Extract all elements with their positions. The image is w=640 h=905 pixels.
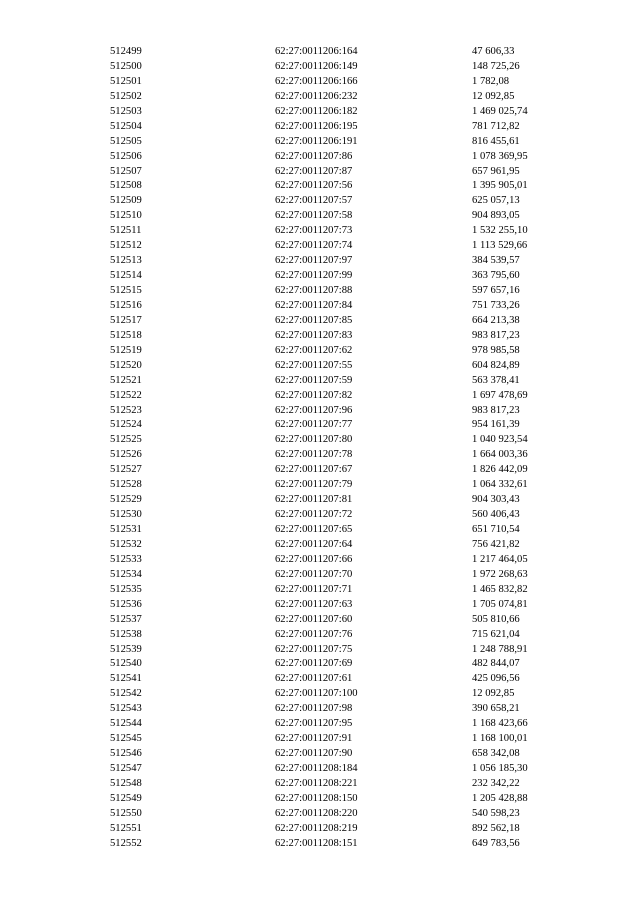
cadastral-value-cell: 664 213,38 bbox=[472, 314, 520, 326]
table-row bbox=[110, 702, 592, 717]
cadastral-value-cell: 1 113 529,66 bbox=[472, 240, 528, 252]
row-number-cell: 512523 bbox=[110, 404, 142, 416]
row-number-cell: 512543 bbox=[110, 703, 142, 715]
cadastral-number-cell: 62:27:0011207:88 bbox=[275, 285, 353, 296]
cadastral-value-cell: 751 733,26 bbox=[472, 299, 520, 311]
table-row bbox=[110, 135, 592, 150]
table-row bbox=[110, 762, 592, 777]
row-number-cell: 512507 bbox=[110, 165, 142, 177]
cadastral-value-cell: 1 664 003,36 bbox=[472, 449, 528, 461]
cadastral-value-cell: 715 621,04 bbox=[472, 628, 520, 640]
cadastral-number-cell: 62:27:0011207:74 bbox=[275, 240, 353, 252]
cadastral-value-cell: 1 395 905,01 bbox=[472, 180, 528, 192]
row-number-cell: 512501 bbox=[110, 75, 142, 87]
cadastral-number-cell: 62:27:0011207:78 bbox=[275, 449, 353, 461]
row-number-cell: 512524 bbox=[110, 419, 142, 431]
cadastral-number-cell: 62:27:0011207:65 bbox=[275, 524, 353, 535]
cadastral-number-cell: 62:27:0011207:55 bbox=[275, 359, 353, 371]
row-number-cell: 512527 bbox=[110, 464, 142, 476]
cadastral-value-cell: 816 455,61 bbox=[472, 135, 520, 147]
cadastral-value-cell: 12 092,85 bbox=[472, 90, 515, 102]
table-row bbox=[110, 672, 592, 687]
cadastral-number-cell: 62:27:0011207:79 bbox=[275, 479, 353, 491]
row-number-cell: 512539 bbox=[110, 643, 142, 655]
row-number-cell: 512512 bbox=[110, 240, 142, 252]
table-row bbox=[110, 448, 592, 463]
table-row bbox=[110, 284, 592, 299]
cadastral-number-cell: 62:27:0011207:66 bbox=[275, 553, 353, 565]
cadastral-number-cell: 62:27:0011206:166 bbox=[275, 75, 358, 87]
row-number-cell: 512537 bbox=[110, 613, 142, 625]
cadastral-value-cell: 904 303,43 bbox=[472, 494, 520, 506]
cadastral-number-cell: 62:27:0011206:195 bbox=[275, 120, 358, 132]
cadastral-value-cell: 12 092,85 bbox=[472, 688, 515, 700]
cadastral-value-cell: 651 710,54 bbox=[472, 524, 520, 535]
table-row bbox=[110, 105, 592, 120]
table-row bbox=[110, 732, 592, 747]
row-number-cell: 512505 bbox=[110, 135, 142, 147]
table-row bbox=[110, 60, 592, 75]
cadastral-number-cell: 62:27:0011207:97 bbox=[275, 255, 353, 267]
table-row bbox=[110, 165, 592, 180]
cadastral-value-cell: 482 844,07 bbox=[472, 658, 520, 670]
cadastral-number-cell: 62:27:0011206:232 bbox=[275, 90, 358, 102]
cadastral-number-cell: 62:27:0011207:82 bbox=[275, 389, 353, 401]
row-number-cell: 512511 bbox=[110, 225, 142, 237]
cadastral-value-cell: 1 168 423,66 bbox=[472, 718, 528, 730]
cadastral-value-cell: 1 782,08 bbox=[472, 75, 510, 87]
cadastral-value-cell: 1 217 464,05 bbox=[472, 553, 528, 565]
cadastral-number-cell: 62:27:0011206:164 bbox=[275, 46, 358, 57]
row-number-cell: 512544 bbox=[110, 718, 142, 730]
cadastral-number-cell: 62:27:0011207:63 bbox=[275, 598, 353, 610]
table-row bbox=[110, 583, 592, 598]
cadastral-value-cell: 232 342,22 bbox=[472, 777, 520, 789]
table-row bbox=[110, 807, 592, 822]
cadastral-value-cell: 954 161,39 bbox=[472, 419, 520, 431]
row-number-cell: 512545 bbox=[110, 733, 142, 745]
table-row bbox=[110, 404, 592, 419]
cadastral-number-cell: 62:27:0011208:150 bbox=[275, 792, 358, 804]
row-number-cell: 512518 bbox=[110, 329, 142, 341]
cadastral-value-cell: 363 795,60 bbox=[472, 270, 520, 282]
table-row bbox=[110, 374, 592, 389]
cadastral-number-cell: 62:27:0011207:72 bbox=[275, 509, 353, 521]
row-number-cell: 512519 bbox=[110, 344, 142, 356]
cadastral-number-cell: 62:27:0011207:77 bbox=[275, 419, 353, 431]
row-number-cell: 512542 bbox=[110, 688, 142, 700]
cadastral-number-cell: 62:27:0011207:98 bbox=[275, 703, 353, 715]
cadastral-value-cell: 505 810,66 bbox=[472, 613, 520, 625]
row-number-cell: 512536 bbox=[110, 598, 142, 610]
cadastral-number-cell: 62:27:0011206:182 bbox=[275, 105, 358, 117]
table-row bbox=[110, 254, 592, 269]
table-row bbox=[110, 687, 592, 702]
table-row bbox=[110, 179, 592, 194]
row-number-cell: 512530 bbox=[110, 509, 142, 521]
table-row bbox=[110, 314, 592, 329]
cadastral-number-cell: 62:27:0011207:57 bbox=[275, 195, 353, 207]
cadastral-value-cell: 1 465 832,82 bbox=[472, 583, 528, 595]
cadastral-value-cell: 756 421,82 bbox=[472, 538, 520, 550]
row-number-cell: 512538 bbox=[110, 628, 142, 640]
cadastral-number-cell: 62:27:0011208:151 bbox=[275, 837, 358, 849]
table-row bbox=[110, 75, 592, 90]
table-row bbox=[110, 792, 592, 807]
table-row bbox=[110, 568, 592, 583]
table-row bbox=[110, 150, 592, 165]
table-row bbox=[110, 344, 592, 359]
row-number-cell: 512499 bbox=[110, 46, 142, 57]
cadastral-number-cell: 62:27:0011208:221 bbox=[275, 777, 358, 789]
row-number-cell: 512522 bbox=[110, 389, 142, 401]
row-number-cell: 512506 bbox=[110, 150, 142, 162]
table-row bbox=[110, 209, 592, 224]
cadastral-value-cell: 563 378,41 bbox=[472, 374, 520, 386]
cadastral-value-cell: 978 985,58 bbox=[472, 344, 520, 356]
cadastral-value-cell: 625 057,13 bbox=[472, 195, 520, 207]
cadastral-value-table bbox=[110, 45, 592, 852]
table-row bbox=[110, 478, 592, 493]
row-number-cell: 512540 bbox=[110, 658, 142, 670]
cadastral-number-cell: 62:27:0011208:184 bbox=[275, 763, 358, 774]
table-row bbox=[110, 389, 592, 404]
cadastral-value-cell: 781 712,82 bbox=[472, 120, 520, 132]
cadastral-value-cell: 892 562,18 bbox=[472, 822, 520, 834]
cadastral-number-cell: 62:27:0011207:61 bbox=[275, 673, 353, 685]
cadastral-number-cell: 62:27:0011207:90 bbox=[275, 748, 353, 760]
row-number-cell: 512552 bbox=[110, 837, 142, 849]
cadastral-number-cell: 62:27:0011207:91 bbox=[275, 733, 353, 745]
table-row bbox=[110, 90, 592, 105]
cadastral-value-cell: 1 205 428,88 bbox=[472, 792, 528, 804]
cadastral-number-cell: 62:27:0011207:67 bbox=[275, 464, 353, 476]
table-row bbox=[110, 747, 592, 762]
table-row bbox=[110, 508, 592, 523]
cadastral-number-cell: 62:27:0011207:83 bbox=[275, 329, 353, 341]
table-row bbox=[110, 523, 592, 538]
cadastral-value-cell: 1 826 442,09 bbox=[472, 464, 528, 476]
cadastral-number-cell: 62:27:0011208:220 bbox=[275, 807, 358, 819]
cadastral-number-cell: 62:27:0011207:85 bbox=[275, 314, 353, 326]
cadastral-number-cell: 62:27:0011207:69 bbox=[275, 658, 353, 670]
cadastral-value-cell: 1 056 185,30 bbox=[472, 763, 528, 774]
table-body bbox=[110, 45, 592, 852]
cadastral-number-cell: 62:27:0011207:76 bbox=[275, 628, 353, 640]
table-row bbox=[110, 45, 592, 60]
row-number-cell: 512550 bbox=[110, 807, 142, 819]
row-number-cell: 512509 bbox=[110, 195, 142, 207]
cadastral-number-cell: 62:27:0011207:71 bbox=[275, 583, 353, 595]
cadastral-value-cell: 1 168 100,01 bbox=[472, 733, 528, 745]
cadastral-number-cell: 62:27:0011206:149 bbox=[275, 60, 358, 72]
row-number-cell: 512500 bbox=[110, 60, 142, 72]
cadastral-value-cell: 47 606,33 bbox=[472, 46, 515, 57]
cadastral-value-cell: 657 961,95 bbox=[472, 165, 520, 177]
cadastral-number-cell: 62:27:0011207:100 bbox=[275, 688, 358, 700]
cadastral-number-cell: 62:27:0011207:59 bbox=[275, 374, 353, 386]
table-row bbox=[110, 628, 592, 643]
row-number-cell: 512520 bbox=[110, 359, 142, 371]
cadastral-number-cell: 62:27:0011207:56 bbox=[275, 180, 353, 192]
row-number-cell: 512510 bbox=[110, 210, 142, 222]
row-number-cell: 512541 bbox=[110, 673, 142, 685]
cadastral-number-cell: 62:27:0011207:95 bbox=[275, 718, 353, 730]
table-row bbox=[110, 717, 592, 732]
row-number-cell: 512502 bbox=[110, 90, 142, 102]
table-row bbox=[110, 822, 592, 837]
table-row bbox=[110, 837, 592, 852]
table-row bbox=[110, 613, 592, 628]
cadastral-value-cell: 1 705 074,81 bbox=[472, 598, 528, 610]
cadastral-number-cell: 62:27:0011207:80 bbox=[275, 434, 353, 446]
cadastral-number-cell: 62:27:0011207:87 bbox=[275, 165, 353, 177]
row-number-cell: 512534 bbox=[110, 568, 142, 580]
cadastral-number-cell: 62:27:0011207:62 bbox=[275, 344, 353, 356]
table-row bbox=[110, 463, 592, 478]
row-number-cell: 512528 bbox=[110, 479, 142, 491]
cadastral-number-cell: 62:27:0011206:191 bbox=[275, 135, 358, 147]
cadastral-number-cell: 62:27:0011207:73 bbox=[275, 225, 353, 237]
cadastral-value-cell: 540 598,23 bbox=[472, 807, 520, 819]
cadastral-value-cell: 1 064 332,61 bbox=[472, 479, 528, 491]
cadastral-number-cell: 62:27:0011207:96 bbox=[275, 404, 353, 416]
table-row bbox=[110, 777, 592, 792]
row-number-cell: 512532 bbox=[110, 538, 142, 550]
table-row bbox=[110, 418, 592, 433]
row-number-cell: 512503 bbox=[110, 105, 142, 117]
table-row bbox=[110, 224, 592, 239]
cadastral-number-cell: 62:27:0011207:81 bbox=[275, 494, 353, 506]
cadastral-value-cell: 384 539,57 bbox=[472, 255, 520, 267]
row-number-cell: 512535 bbox=[110, 583, 142, 595]
row-number-cell: 512547 bbox=[110, 763, 142, 774]
table-row bbox=[110, 299, 592, 314]
cadastral-value-cell: 148 725,26 bbox=[472, 60, 520, 72]
table-row bbox=[110, 538, 592, 553]
cadastral-value-cell: 658 342,08 bbox=[472, 748, 520, 760]
row-number-cell: 512508 bbox=[110, 180, 142, 192]
row-number-cell: 512533 bbox=[110, 553, 142, 565]
cadastral-number-cell: 62:27:0011207:70 bbox=[275, 568, 353, 580]
table-row bbox=[110, 269, 592, 284]
cadastral-value-cell: 560 406,43 bbox=[472, 509, 520, 521]
cadastral-value-cell: 1 248 788,91 bbox=[472, 643, 528, 655]
cadastral-number-cell: 62:27:0011207:60 bbox=[275, 613, 353, 625]
row-number-cell: 512525 bbox=[110, 434, 142, 446]
cadastral-number-cell: 62:27:0011208:219 bbox=[275, 822, 358, 834]
row-number-cell: 512546 bbox=[110, 748, 142, 760]
table-row bbox=[110, 433, 592, 448]
row-number-cell: 512513 bbox=[110, 255, 142, 267]
cadastral-value-cell: 904 893,05 bbox=[472, 210, 520, 222]
cadastral-number-cell: 62:27:0011207:84 bbox=[275, 299, 353, 311]
row-number-cell: 512521 bbox=[110, 374, 142, 386]
row-number-cell: 512515 bbox=[110, 285, 142, 296]
table-row bbox=[110, 329, 592, 344]
row-number-cell: 512516 bbox=[110, 299, 142, 311]
row-number-cell: 512514 bbox=[110, 270, 142, 282]
row-number-cell: 512529 bbox=[110, 494, 142, 506]
cadastral-value-cell: 1 469 025,74 bbox=[472, 105, 528, 117]
cadastral-value-cell: 1 972 268,63 bbox=[472, 568, 528, 580]
cadastral-value-cell: 604 824,89 bbox=[472, 359, 520, 371]
row-number-cell: 512548 bbox=[110, 777, 142, 789]
row-number-cell: 512549 bbox=[110, 792, 142, 804]
table-row bbox=[110, 643, 592, 658]
table-row bbox=[110, 359, 592, 374]
cadastral-value-cell: 983 817,23 bbox=[472, 329, 520, 341]
row-number-cell: 512504 bbox=[110, 120, 142, 132]
cadastral-value-cell: 649 783,56 bbox=[472, 837, 520, 849]
cadastral-number-cell: 62:27:0011207:99 bbox=[275, 270, 353, 282]
cadastral-value-cell: 597 657,16 bbox=[472, 285, 520, 296]
cadastral-value-cell: 390 658,21 bbox=[472, 703, 520, 715]
cadastral-value-cell: 1 040 923,54 bbox=[472, 434, 528, 446]
table-row bbox=[110, 493, 592, 508]
cadastral-number-cell: 62:27:0011207:58 bbox=[275, 210, 353, 222]
table-row bbox=[110, 194, 592, 209]
cadastral-value-cell: 1 697 478,69 bbox=[472, 389, 528, 401]
cadastral-number-cell: 62:27:0011207:75 bbox=[275, 643, 353, 655]
table-row bbox=[110, 239, 592, 254]
cadastral-value-cell: 425 096,56 bbox=[472, 673, 520, 685]
cadastral-number-cell: 62:27:0011207:86 bbox=[275, 150, 353, 162]
row-number-cell: 512551 bbox=[110, 822, 142, 834]
cadastral-value-cell: 1 078 369,95 bbox=[472, 150, 528, 162]
table-row bbox=[110, 120, 592, 135]
table-row bbox=[110, 657, 592, 672]
table-row bbox=[110, 598, 592, 613]
cadastral-value-cell: 1 532 255,10 bbox=[472, 225, 528, 237]
table-row bbox=[110, 553, 592, 568]
row-number-cell: 512531 bbox=[110, 524, 142, 535]
cadastral-number-cell: 62:27:0011207:64 bbox=[275, 538, 353, 550]
row-number-cell: 512517 bbox=[110, 314, 142, 326]
cadastral-value-cell: 983 817,23 bbox=[472, 404, 520, 416]
row-number-cell: 512526 bbox=[110, 449, 142, 461]
